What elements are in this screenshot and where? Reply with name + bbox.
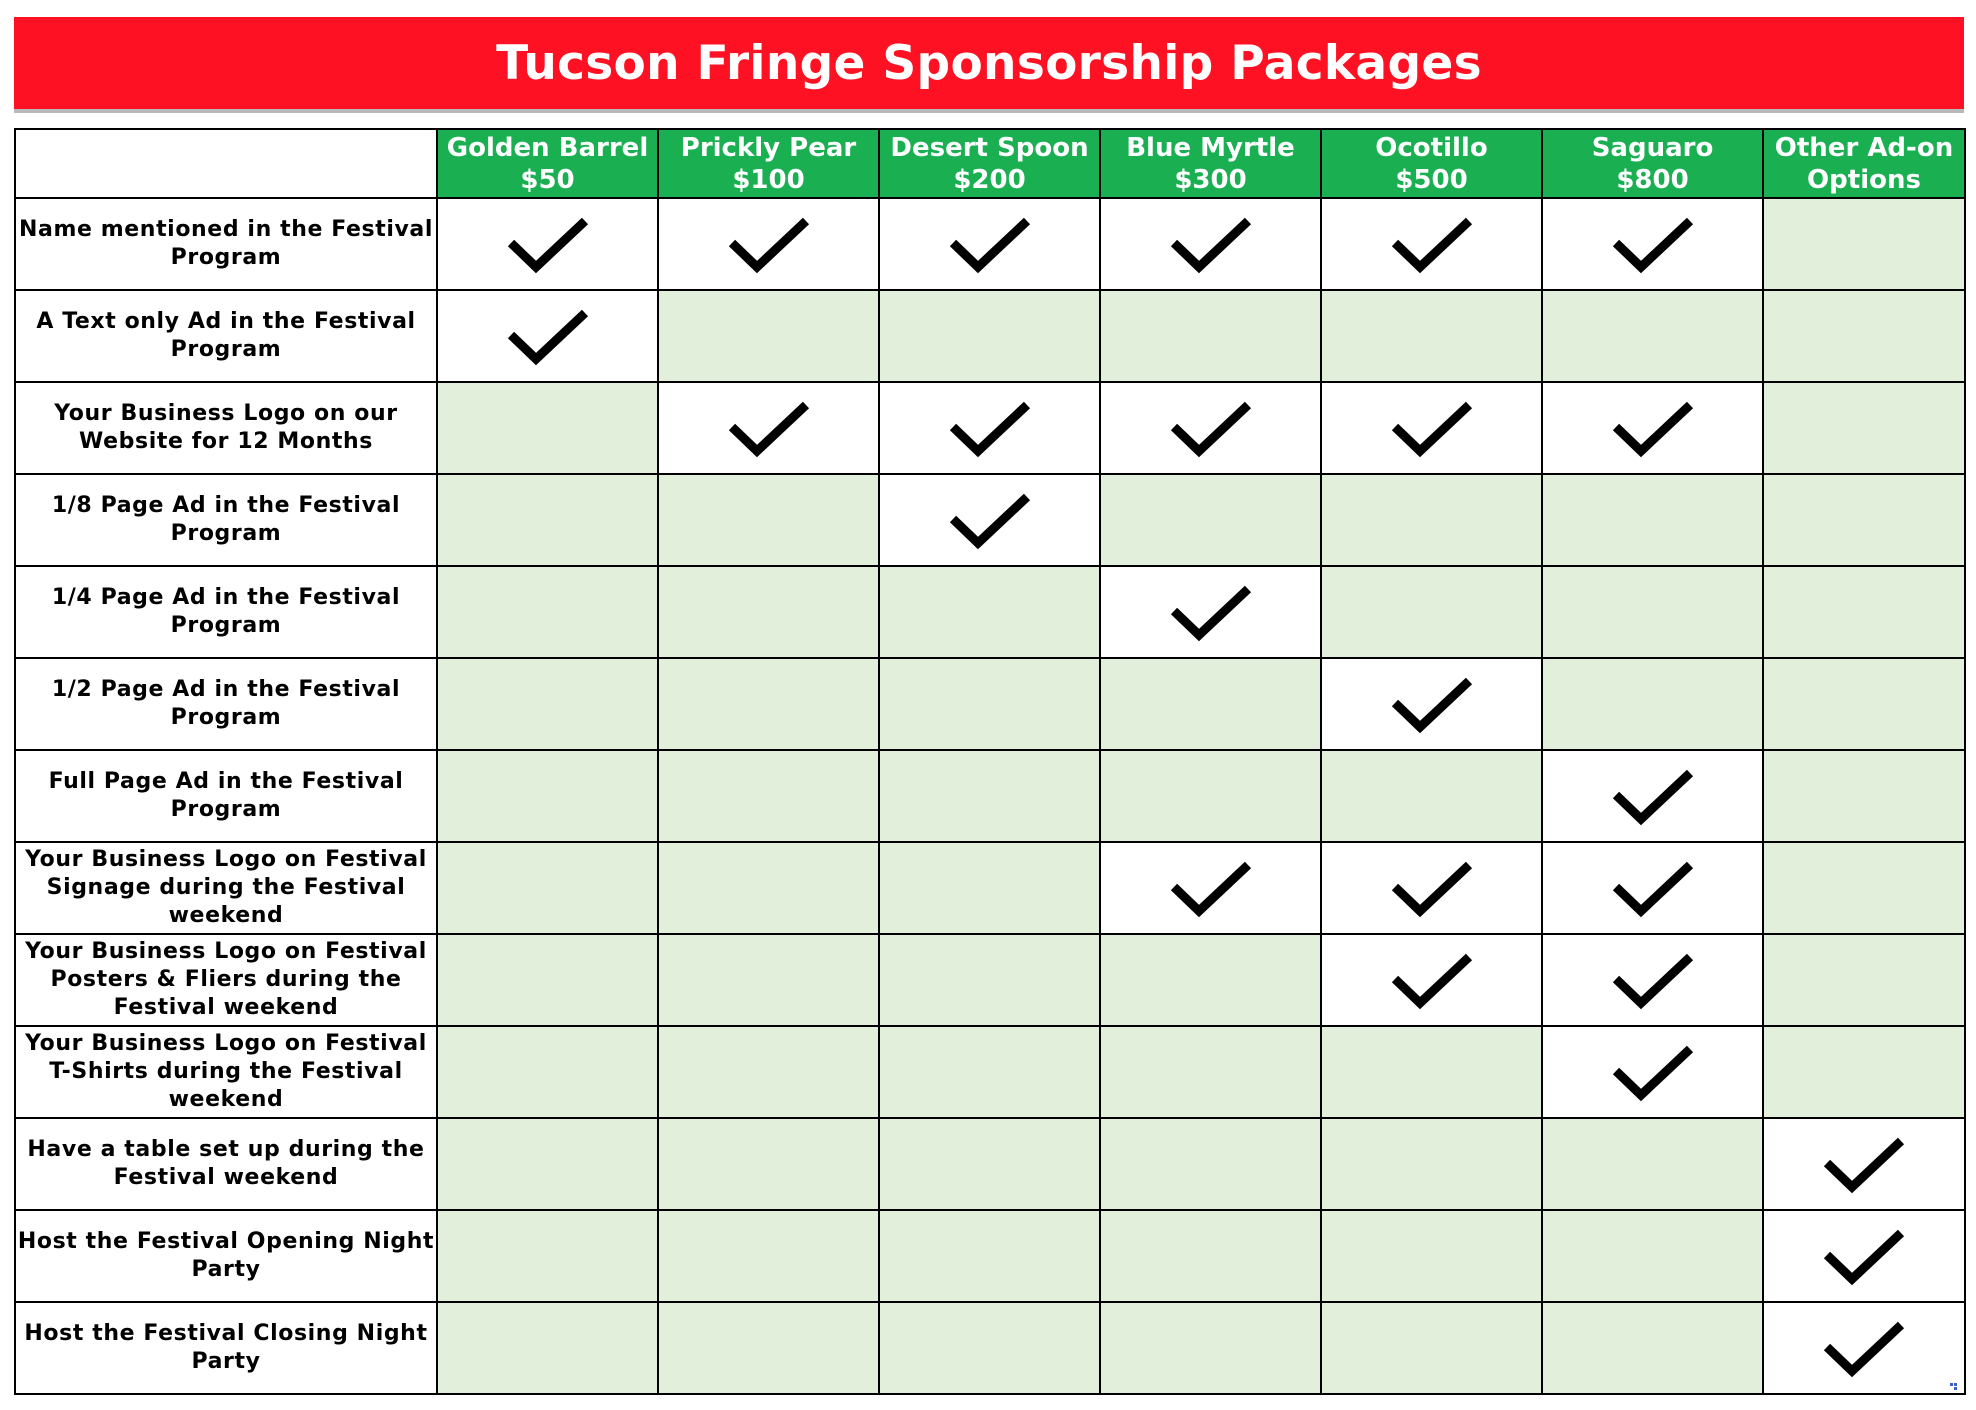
not-included-cell [1542,1302,1763,1394]
not-included-cell [658,566,879,658]
package-header [1100,129,1321,198]
title-banner [14,17,1964,109]
not-included-cell [437,1210,658,1302]
package-name: Prickly Pear [680,132,857,163]
not-included-cell [879,750,1100,842]
not-included-cell [658,1118,879,1210]
benefit-label: 1/4 Page Ad in the Festival Program [15,566,437,658]
checkmark-icon [1168,857,1254,919]
table-body [15,198,1965,1394]
checkmark-icon [1610,949,1696,1011]
not-included-cell [1321,1302,1542,1394]
benefit-label: A Text only Ad in the Festival Program [15,290,437,382]
not-included-cell [1763,750,1965,842]
not-included-cell [1763,842,1965,934]
package-header [1542,129,1763,198]
not-included-cell [658,474,879,566]
not-included-cell [437,658,658,750]
checkmark-icon [1610,765,1696,827]
checkmark-icon [1610,213,1696,275]
not-included-cell [437,566,658,658]
included-cell [1542,382,1763,474]
checkmark-icon [1389,213,1475,275]
table-row [15,842,1965,934]
not-included-cell [1100,290,1321,382]
package-name: Desert Spoon [890,132,1089,163]
not-included-cell [1321,290,1542,382]
included-cell [1542,842,1763,934]
table-row [15,566,1965,658]
not-included-cell [879,658,1100,750]
not-included-cell [1763,934,1965,1026]
benefit-label: Your Business Logo on Festival Posters & Fliers during the Festival weekend [15,934,437,1026]
benefit-label: 1/2 Page Ad in the Festival Program [15,658,437,750]
checkmark-icon [505,305,591,367]
checkmark-icon [947,213,1033,275]
checkmark-icon [1389,949,1475,1011]
included-cell [1321,382,1542,474]
package-header [879,129,1100,198]
checkmark-icon [947,397,1033,459]
not-included-cell [1542,658,1763,750]
checkmark-icon [1610,857,1696,919]
not-included-cell [1321,474,1542,566]
checkmark-icon [1821,1225,1907,1287]
table-row [15,750,1965,842]
page-title: Tucson Fringe Sponsorship Packages [496,35,1482,91]
package-header [658,129,879,198]
table-row [15,198,1965,290]
not-included-cell [437,1302,658,1394]
not-included-cell [1542,290,1763,382]
not-included-cell [1763,198,1965,290]
checkmark-icon [1821,1133,1907,1195]
included-cell [1100,198,1321,290]
included-cell [1542,198,1763,290]
included-cell [1763,1118,1965,1210]
package-name: Ocotillo [1375,132,1488,163]
not-included-cell [1763,566,1965,658]
checkmark-icon [1168,213,1254,275]
not-included-cell [437,474,658,566]
not-included-cell [1542,566,1763,658]
not-included-cell [658,1026,879,1118]
not-included-cell [1100,1118,1321,1210]
not-included-cell [658,658,879,750]
not-included-cell [1100,658,1321,750]
package-price: $50 [520,164,575,195]
not-included-cell [879,1210,1100,1302]
package-name: Other Ad-on [1774,132,1954,163]
not-included-cell [1321,1026,1542,1118]
not-included-cell [658,290,879,382]
package-price: $500 [1395,164,1468,195]
checkmark-icon [947,489,1033,551]
included-cell [1321,842,1542,934]
included-cell [879,198,1100,290]
not-included-cell [1763,658,1965,750]
benefit-label: Your Business Logo on Festival T-Shirts during the Festival weekend [15,1026,437,1118]
not-included-cell [879,934,1100,1026]
included-cell [1100,566,1321,658]
checkmark-icon [726,213,812,275]
not-included-cell [437,934,658,1026]
not-included-cell [879,1026,1100,1118]
checkmark-icon [505,213,591,275]
benefit-label: Your Business Logo on our Website for 12 Months [15,382,437,474]
not-included-cell [1100,750,1321,842]
checkmark-icon [1821,1317,1907,1379]
table-row [15,934,1965,1026]
included-cell [1100,842,1321,934]
package-price: Options [1807,164,1921,195]
not-included-cell [1763,1026,1965,1118]
not-included-cell [1321,750,1542,842]
not-included-cell [1542,1210,1763,1302]
table-row [15,382,1965,474]
not-included-cell [437,750,658,842]
not-included-cell [1763,474,1965,566]
not-included-cell [879,842,1100,934]
not-included-cell [879,1302,1100,1394]
not-included-cell [1100,1026,1321,1118]
benefit-label: Name mentioned in the Festival Program [15,198,437,290]
benefit-label: Host the Festival Opening Night Party [15,1210,437,1302]
not-included-cell [1763,290,1965,382]
included-cell [879,382,1100,474]
not-included-cell [1321,566,1542,658]
not-included-cell [879,1118,1100,1210]
included-cell [1542,934,1763,1026]
not-included-cell [437,842,658,934]
included-cell [1542,750,1763,842]
checkmark-icon [1610,397,1696,459]
benefit-label: Full Page Ad in the Festival Program [15,750,437,842]
not-included-cell [1321,1210,1542,1302]
included-cell [1321,934,1542,1026]
package-price: $200 [953,164,1026,195]
not-included-cell [1763,382,1965,474]
checkmark-icon [1389,397,1475,459]
included-cell [879,474,1100,566]
not-included-cell [658,1302,879,1394]
benefit-label: Your Business Logo on Festival Signage during the Festival weekend [15,842,437,934]
not-included-cell [658,842,879,934]
benefit-label: Have a table set up during the Festival weekend [15,1118,437,1210]
checkmark-icon [1610,1041,1696,1103]
corner-cell [15,129,437,198]
benefit-label: 1/8 Page Ad in the Festival Program [15,474,437,566]
package-name: Golden Barrel [446,132,649,163]
package-price: $300 [1174,164,1247,195]
header-row [15,129,1965,198]
included-cell [1542,1026,1763,1118]
not-included-cell [1100,474,1321,566]
table-row [15,1210,1965,1302]
checkmark-icon [1168,397,1254,459]
table-row [15,658,1965,750]
included-cell [1321,658,1542,750]
included-cell [1763,1210,1965,1302]
included-cell [437,290,658,382]
not-included-cell [879,566,1100,658]
not-included-cell [437,1026,658,1118]
included-cell [658,382,879,474]
table-row [15,1118,1965,1210]
package-header [1763,129,1965,198]
not-included-cell [1542,474,1763,566]
included-cell [658,198,879,290]
not-included-cell [1100,1210,1321,1302]
included-cell [437,198,658,290]
not-included-cell [658,934,879,1026]
not-included-cell [1100,1302,1321,1394]
checkmark-icon [1389,673,1475,735]
included-cell [1100,382,1321,474]
not-included-cell [1542,1118,1763,1210]
not-included-cell [1321,1118,1542,1210]
package-name: Saguaro [1591,132,1714,163]
not-included-cell [1100,934,1321,1026]
package-header [1321,129,1542,198]
sponsorship-table [14,128,1966,1395]
resize-handle-icon [1950,1383,1958,1391]
included-cell [1763,1302,1965,1394]
table-row [15,290,1965,382]
table-row [15,1302,1965,1394]
package-header [437,129,658,198]
checkmark-icon [1389,857,1475,919]
package-price: $800 [1616,164,1689,195]
not-included-cell [658,1210,879,1302]
included-cell [1321,198,1542,290]
table-row [15,1026,1965,1118]
table-row [15,474,1965,566]
not-included-cell [658,750,879,842]
not-included-cell [879,290,1100,382]
checkmark-icon [1168,581,1254,643]
checkmark-icon [726,397,812,459]
package-name: Blue Myrtle [1126,132,1295,163]
package-price: $100 [732,164,805,195]
not-included-cell [437,1118,658,1210]
benefit-label: Host the Festival Closing Night Party [15,1302,437,1394]
not-included-cell [437,382,658,474]
